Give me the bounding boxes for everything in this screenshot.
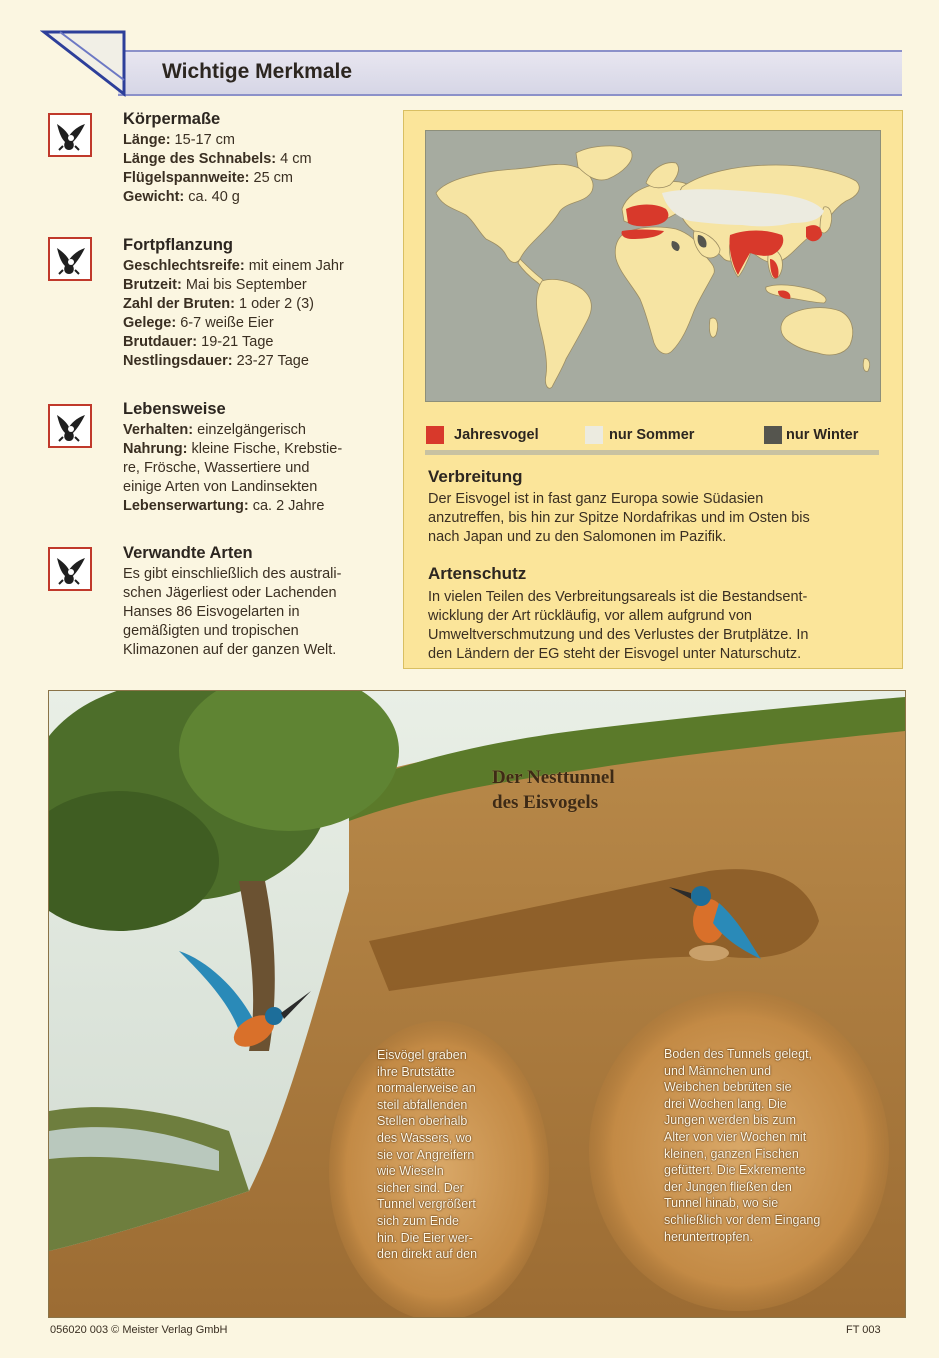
kingfisher-emblem-icon xyxy=(48,237,92,281)
scene-text-line: drei Wochen lang. Die xyxy=(664,1096,787,1111)
info-key: Verhalten: xyxy=(123,422,194,438)
info-value: mit einem Jahr xyxy=(244,258,344,274)
info-key: Brutdauer: xyxy=(123,334,198,350)
kingfisher-emblem-icon xyxy=(48,547,92,591)
info-key: Geschlechtsreife: xyxy=(123,258,245,274)
scene-text-line: gefüttert. Die Exkremente xyxy=(664,1163,806,1178)
header-corner-icon xyxy=(40,30,130,100)
info-line xyxy=(123,641,385,660)
info-line xyxy=(123,421,385,440)
info-key: Länge: xyxy=(123,132,171,148)
info-key: Flügelspannweite: xyxy=(123,170,250,186)
kingfisher-emblem-icon xyxy=(48,113,92,157)
info-key: Brutzeit: xyxy=(123,277,182,293)
info-value: 15-17 cm xyxy=(170,132,236,148)
text-line: nach Japan und zu den Salomonen im Pazifik. xyxy=(428,529,727,545)
info-key: Nahrung: xyxy=(123,441,188,457)
text-line: In vielen Teilen des Verbreitungsareals ist die Bestandsent- xyxy=(428,589,808,605)
legend-item-jahresvogel xyxy=(426,424,539,446)
info-heading: Lebensweise xyxy=(123,400,226,418)
scene-text-line: des Wassers, wo xyxy=(377,1130,472,1145)
scene-text-line: steil abfallenden xyxy=(377,1097,468,1112)
info-value: Mai bis September xyxy=(181,277,307,293)
info-heading: Körpermaße xyxy=(123,110,221,128)
scene-text-line: hin. Die Eier wer- xyxy=(377,1230,473,1245)
info-value: 1 oder 2 (3) xyxy=(234,296,314,312)
info-value: Hanses 86 Eisvogelarten in xyxy=(123,604,300,620)
info-value: Klimazonen auf der ganzen Welt. xyxy=(123,642,337,658)
info-value: kleine Fische, Krebstie- xyxy=(187,441,343,457)
legend-divider xyxy=(425,450,879,455)
scene-text-line: Alter von vier Wochen mit xyxy=(664,1129,807,1144)
info-value: 23-27 Tage xyxy=(232,353,309,369)
world-map xyxy=(425,130,881,402)
world-map-graphic xyxy=(426,131,880,401)
text-line: wicklung der Art rückläufig, vor allem aufgrund von xyxy=(428,608,752,624)
info-key: Zahl der Bruten: xyxy=(123,296,235,312)
scene-text-line: ihre Brutstätte xyxy=(377,1064,455,1079)
artenschutz-text xyxy=(428,588,878,664)
kingfisher-emblem-icon xyxy=(48,404,92,448)
text-line: den Ländern der EG steht der Eisvogel unter Naturschutz. xyxy=(428,646,802,662)
info-value: 6-7 weiße Eier xyxy=(176,315,274,331)
info-line xyxy=(123,131,385,150)
scene-text-line: Boden des Tunnels gelegt, xyxy=(664,1047,813,1061)
info-value: re, Frösche, Wassertiere und xyxy=(123,460,310,476)
scene-text-line: sich zum Ende xyxy=(377,1213,459,1228)
info-block-lebensweise xyxy=(123,400,385,516)
verbreitung-text xyxy=(428,490,878,547)
footer-copyright: 056020 003 © Meister Verlag GmbH xyxy=(50,1324,228,1336)
info-line xyxy=(123,603,385,622)
legend-label: nur Sommer xyxy=(609,427,695,443)
info-line xyxy=(123,352,385,371)
artenschutz-heading: Artenschutz xyxy=(428,564,527,583)
info-value: gemäßigten und tropischen xyxy=(123,623,299,639)
info-line xyxy=(123,314,385,333)
scene-title-line: des Eisvogels xyxy=(492,792,599,813)
info-value: ca. 2 Jahre xyxy=(248,498,325,514)
info-value: 19-21 Tage xyxy=(197,334,274,350)
scene-text-line: normalerweise an xyxy=(377,1081,476,1096)
info-line xyxy=(123,295,385,314)
scene-title-line: Der Nesttunnel xyxy=(492,767,615,788)
info-line xyxy=(123,169,385,188)
verbreitung-heading: Verbreitung xyxy=(428,467,523,486)
info-line xyxy=(123,257,385,276)
scene-text-line: und Männchen und xyxy=(664,1063,772,1078)
info-block-fortpflanzung xyxy=(123,236,385,371)
info-key: Lebenserwartung: xyxy=(123,498,249,514)
scene-text-line: der Jungen fließen den xyxy=(664,1179,792,1194)
info-line xyxy=(123,584,385,603)
legend-swatch-sommer xyxy=(585,426,603,444)
info-line xyxy=(123,440,385,459)
info-value: schen Jägerliest oder Lachenden xyxy=(123,585,337,601)
info-line xyxy=(123,497,385,516)
info-value: einige Arten von Landinsekten xyxy=(123,479,318,495)
scene-text-line: kleinen, ganzen Fischen xyxy=(664,1146,799,1161)
info-line xyxy=(123,459,385,478)
text-line: anzutreffen, bis hin zur Spitze Nordafrikas und im Osten bis xyxy=(428,510,810,526)
footer-code: FT 003 xyxy=(846,1324,881,1336)
scene-text-line: wie Wieseln xyxy=(377,1164,444,1179)
info-value: ca. 40 g xyxy=(184,189,240,205)
scene-text-line: Jungen werden bis zum xyxy=(664,1113,797,1128)
info-value: Es gibt einschließlich des australi- xyxy=(123,566,342,582)
info-line xyxy=(123,150,385,169)
legend-swatch-winter xyxy=(764,426,782,444)
info-line xyxy=(123,276,385,295)
info-block-koerpermasse xyxy=(123,110,385,207)
text-line: Umweltverschmutzung und des Verlustes der Brutplätze. In xyxy=(428,627,809,643)
legend-item-sommer xyxy=(585,424,694,446)
info-value: einzelgängerisch xyxy=(193,422,306,438)
info-value: 25 cm xyxy=(249,170,294,186)
scene-text-left xyxy=(377,1047,507,1263)
scene-text-line: den direkt auf den xyxy=(377,1247,478,1262)
scene-title xyxy=(492,765,615,815)
info-line xyxy=(123,188,385,207)
scene-text-line: sie vor Angreifern xyxy=(377,1147,475,1162)
info-heading: Verwandte Arten xyxy=(123,544,253,562)
scene-text-line: heruntertropfen. xyxy=(664,1229,753,1244)
legend-label: nur Winter xyxy=(786,427,859,443)
info-line xyxy=(123,478,385,497)
info-value: 4 cm xyxy=(276,151,312,167)
scene-text-line: Stellen oberhalb xyxy=(377,1114,468,1129)
info-key: Länge des Schnabels: xyxy=(123,151,277,167)
info-key: Gelege: xyxy=(123,315,177,331)
info-heading: Fortpflanzung xyxy=(123,236,233,254)
text-line: Der Eisvogel ist in fast ganz Europa sowie Südasien xyxy=(428,491,764,507)
legend-item-winter xyxy=(764,424,858,446)
info-line xyxy=(123,622,385,641)
scene-text-line: Eisvögel graben xyxy=(377,1048,467,1062)
info-line xyxy=(123,565,385,584)
scene-text-line: Tunnel hinab, wo sie xyxy=(664,1196,779,1211)
scene-text-line: Weibchen bebrüten sie xyxy=(664,1080,792,1095)
legend-swatch-jahresvogel xyxy=(426,426,444,444)
scene-text-right xyxy=(664,1046,854,1245)
scene-text-line: sicher sind. Der xyxy=(377,1180,464,1195)
legend-label: Jahresvogel xyxy=(454,427,539,443)
info-key: Gewicht: xyxy=(123,189,185,205)
info-line xyxy=(123,333,385,352)
scene-text-line: schließlich vor dem Eingang xyxy=(664,1212,821,1227)
info-key: Nestlingsdauer: xyxy=(123,353,233,369)
scene-text-line: Tunnel vergrößert xyxy=(377,1197,476,1212)
page-title: Wichtige Merkmale xyxy=(162,60,353,83)
info-block-verwandte-arten xyxy=(123,544,385,660)
